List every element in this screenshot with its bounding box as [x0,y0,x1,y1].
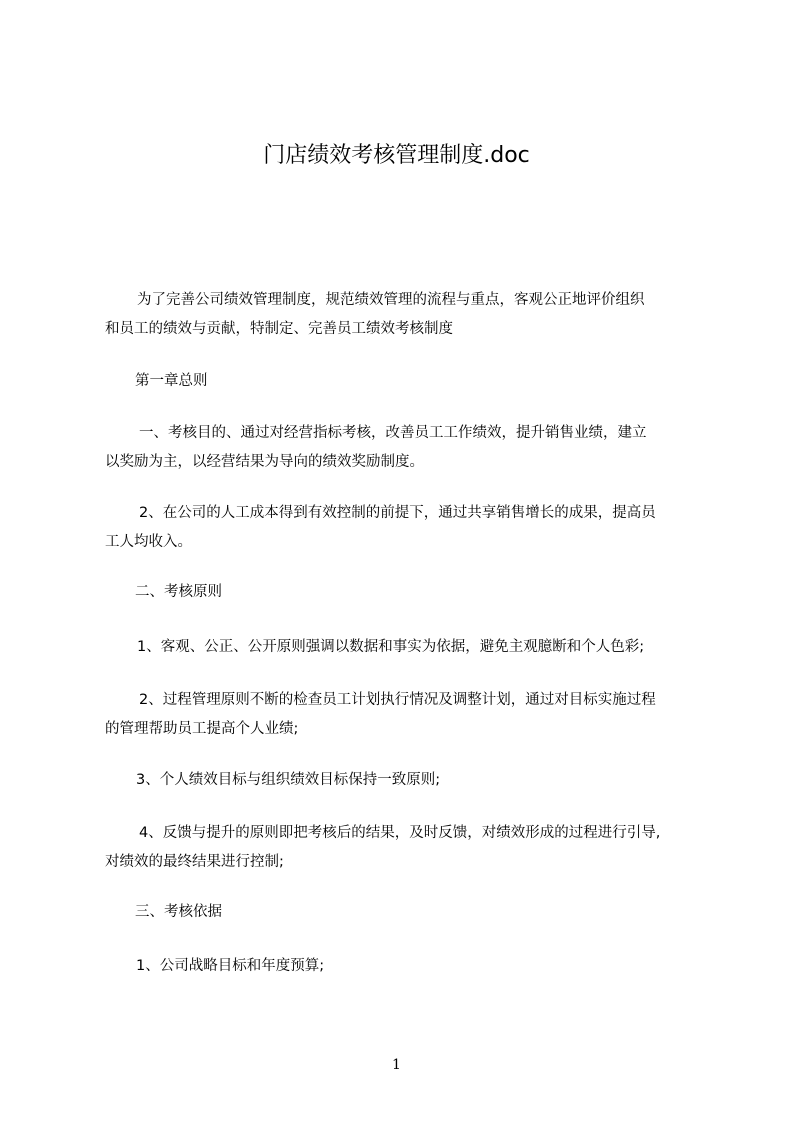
paragraph-line: 一、考核目的、通过对经营指标考核，改善员工工作绩效，提升销售业绩，建立 [139,425,647,441]
section-heading-basis [105,898,725,927]
document-title: 门店绩效考核管理制度.doc [263,143,530,168]
paragraph-line: 二、考核原则 [135,584,222,600]
paragraph-line: 三、考核依据 [135,904,222,920]
paragraph-cost-control [105,499,725,557]
paragraph-line: 4、反馈与提升的原则即把考核后的结果，及时反馈，对绩效形成的过程进行引导, [139,825,661,841]
paragraph-line: 对绩效的最终结果进行控制; [105,854,284,870]
paragraph-principle-2 [105,686,725,744]
paragraph-assessment-purpose [105,419,725,477]
paragraph-principle-3 [105,766,725,795]
paragraph-line: 第一章总则 [135,373,208,389]
paragraph-principle-4 [105,819,725,877]
chapter-heading [105,367,725,396]
paragraph-line: 1、公司战略目标和年度预算; [136,958,325,974]
paragraph-line: 的管理帮助员工提高个人业绩; [105,721,299,737]
paragraph-line: 和员工的绩效与贡献，特制定、完善员工绩效考核制度 [105,321,453,337]
paragraph-line: 为了完善公司绩效管理制度，规范绩效管理的流程与重点，客观公正地评价组织 [137,292,645,308]
paragraph-line: 以奖励为主，以经营结果为导向的绩效奖励制度。 [105,454,424,470]
paragraph-principle-1 [105,633,725,662]
paragraph-line: 3、个人绩效目标与组织绩效目标保持一致原则; [136,772,441,788]
paragraph-basis-1 [105,952,725,981]
paragraph-line: 工人均收入。 [105,534,192,550]
section-heading-principles [105,578,725,607]
paragraph-line: 2、过程管理原则不断的检查员工计划执行情况及调整计划，通过对目标实施过程 [139,692,656,708]
paragraph-line: 1、客观、公正、公开原则强调以数据和事实为依据，避免主观臆断和个人色彩; [137,639,645,655]
paragraph-intro [105,286,725,344]
paragraph-line: 2、在公司的人工成本得到有效控制的前提下，通过共享销售增长的成果，提高员 [139,505,656,521]
page-number: 1 [392,1057,401,1073]
